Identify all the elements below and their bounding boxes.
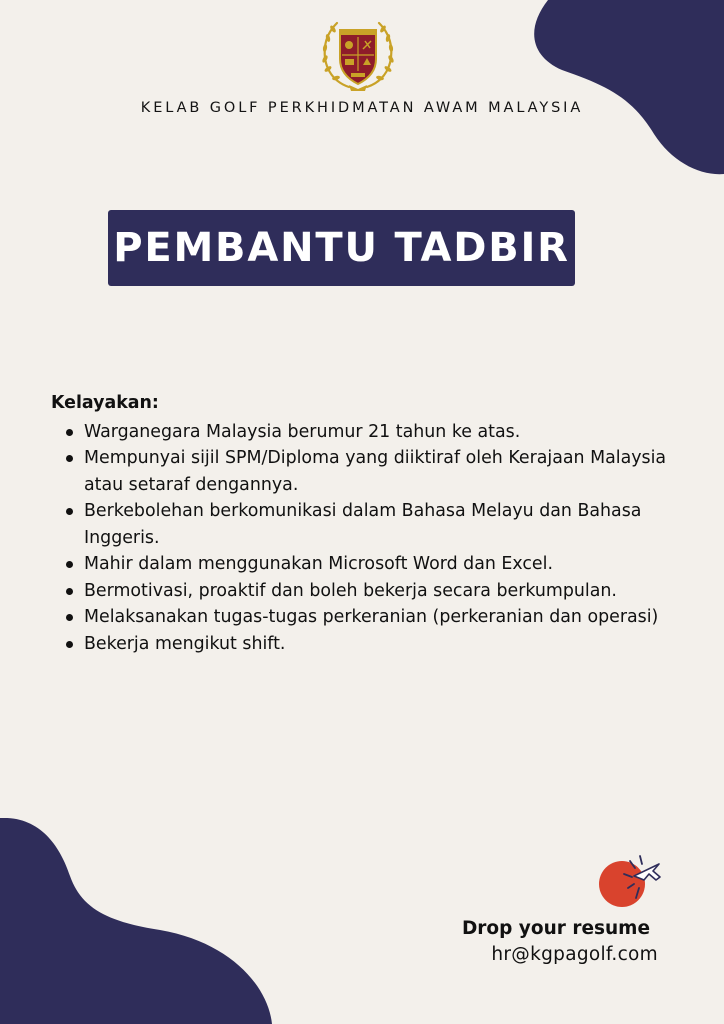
list-item-text: Warganegara Malaysia berumur 21 tahun ke atas. xyxy=(84,421,521,442)
list-item xyxy=(51,578,701,605)
list-item xyxy=(51,419,701,446)
list-item-text: Bermotivasi, proaktif dan boleh bekerja secara berkumpulan. xyxy=(84,580,617,601)
club-name: KELAB GOLF PERKHIDMATAN AWAM MALAYSIA xyxy=(140,100,584,116)
bullet-icon xyxy=(66,641,73,648)
top-right-decorative-blob xyxy=(524,0,724,176)
qualifications-heading: Kelayakan: xyxy=(51,393,159,413)
club-crest-emblem xyxy=(319,17,397,93)
bullet-icon xyxy=(66,508,73,515)
list-item xyxy=(51,551,701,578)
bullet-icon xyxy=(66,588,73,595)
list-item-text: Melaksanakan tugas-tugas perkeranian (perkeranian dan operasi) xyxy=(84,607,659,627)
job-title: PEMBANTU TADBIR xyxy=(113,225,570,271)
click-cursor-icon xyxy=(596,852,664,910)
qualifications-list xyxy=(51,419,701,658)
drop-resume-heading: Drop your resume xyxy=(461,918,650,939)
list-item-text: Mempunyai sijil SPM/Diploma yang diiktiraf oleh Kerajaan Malaysia atau setaraf dengannya. xyxy=(84,448,667,495)
bullet-icon xyxy=(66,429,73,436)
list-item xyxy=(51,498,701,551)
contact-email[interactable]: hr@kgpagolf.com xyxy=(491,944,658,965)
list-item-text: Berkebolehan berkomunikasi dalam Bahasa Melayu dan Bahasa Inggeris. xyxy=(84,501,642,548)
list-item xyxy=(51,604,701,631)
bullet-icon xyxy=(66,455,73,462)
bottom-left-decorative-blob xyxy=(0,818,272,1024)
list-item xyxy=(51,445,701,498)
bullet-icon xyxy=(66,561,73,568)
list-item-text: Bekerja mengikut shift. xyxy=(84,633,286,654)
qualifications-section xyxy=(51,390,701,657)
list-item-text: Mahir dalam menggunakan Microsoft Word dan Excel. xyxy=(84,554,553,574)
bullet-icon xyxy=(66,614,73,621)
list-item xyxy=(51,631,701,658)
title-banner xyxy=(108,210,575,286)
